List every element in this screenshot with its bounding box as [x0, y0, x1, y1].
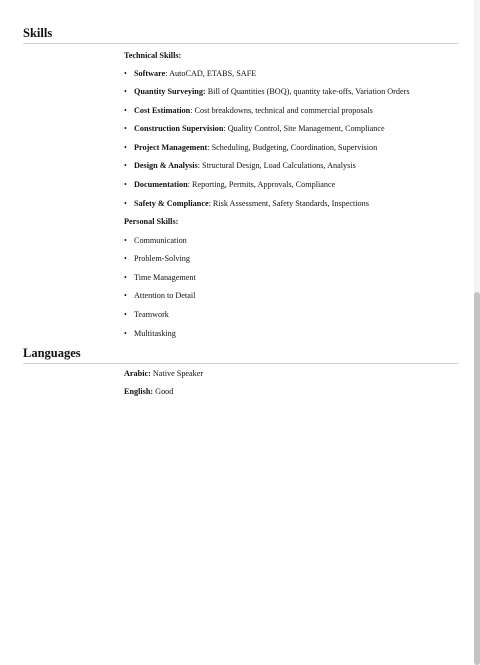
technical-skill-item: • Software: AutoCAD, ETABS, SAFE	[124, 69, 257, 78]
skill-value: Risk Assessment, Safety Standards, Inspections	[212, 199, 369, 208]
skills-heading: Skills	[23, 26, 458, 44]
bullet-icon: •	[124, 291, 127, 300]
skill-label: Cost Estimation	[134, 106, 191, 115]
skill-value: Reporting, Permits, Approvals, Compliance	[192, 180, 336, 189]
skill-value: Structural Design, Load Calculations, Analysis	[202, 161, 356, 170]
skill-value: Scheduling, Budgeting, Coordination, Supervision	[211, 143, 378, 152]
skill-value: Quality Control, Site Management, Compliance	[227, 124, 385, 133]
skill-value: Cost breakdowns, technical and commercial proposals	[194, 106, 373, 115]
personal-skills-heading: Personal Skills:	[124, 217, 179, 226]
bullet-icon: •	[124, 124, 127, 133]
language-label: English:	[124, 387, 154, 396]
skill-label: Documentation	[134, 180, 188, 189]
skill-label: Design & Analysis	[134, 161, 198, 170]
skill-label: Project Management	[134, 143, 208, 152]
bullet-icon: •	[124, 199, 127, 208]
personal-skill-item: • Teamwork	[124, 310, 169, 319]
bullet-icon: •	[124, 161, 127, 170]
technical-skills-heading: Technical Skills:	[124, 51, 182, 60]
skill-value: Bill of Quantities (BOQ), quantity take-offs, Variation Orders	[207, 87, 410, 96]
skill-label: Safety & Compliance	[134, 199, 209, 208]
bullet-icon: •	[124, 87, 127, 96]
language-label: Arabic:	[124, 369, 151, 378]
bullet-icon: •	[124, 143, 127, 152]
personal-skill-item: • Attention to Detail	[124, 291, 196, 300]
personal-skill-item: • Problem-Solving	[124, 254, 190, 263]
skill-label: Quantity Surveying:	[134, 87, 206, 96]
technical-skill-item: • Project Management: Scheduling, Budgeting, Coordination, Supervision	[124, 143, 378, 152]
bullet-icon: •	[124, 236, 127, 245]
bullet-icon: •	[124, 106, 127, 115]
bullet-icon: •	[124, 329, 127, 338]
bullet-icon: •	[124, 69, 127, 78]
scrollbar-thumb[interactable]	[474, 292, 480, 665]
bullet-icon: •	[124, 254, 127, 263]
skill-label: Software	[134, 69, 166, 78]
language-level: Native Speaker	[152, 369, 204, 378]
technical-skill-item	[124, 87, 410, 97]
technical-skill-item: • Design & Analysis: Structural Design, Load Calculations, Analysis	[124, 161, 356, 170]
language-item	[124, 369, 203, 379]
bullet-icon: •	[124, 273, 127, 282]
technical-skill-item: • Safety & Compliance: Risk Assessment, Safety Standards, Inspections	[124, 199, 369, 208]
language-level: Good	[155, 387, 174, 396]
personal-skill-item: • Time Management	[124, 273, 196, 282]
technical-skill-item: • Construction Supervision: Quality Control, Site Management, Compliance	[124, 124, 385, 133]
technical-skill-item: • Cost Estimation: Cost breakdowns, technical and commercial proposals	[124, 106, 373, 115]
personal-skill-item: • Communication	[124, 236, 187, 245]
bullet-icon: •	[124, 180, 127, 189]
technical-skill-item: • Documentation: Reporting, Permits, Approvals, Compliance	[124, 180, 336, 189]
language-item	[124, 387, 173, 397]
bullet-icon: •	[124, 310, 127, 319]
skill-label: Construction Supervision	[134, 124, 224, 133]
personal-skill-item: • Multitasking	[124, 329, 176, 338]
languages-heading: Languages	[23, 346, 458, 364]
skill-value: AutoCAD, ETABS, SAFE	[169, 69, 257, 78]
